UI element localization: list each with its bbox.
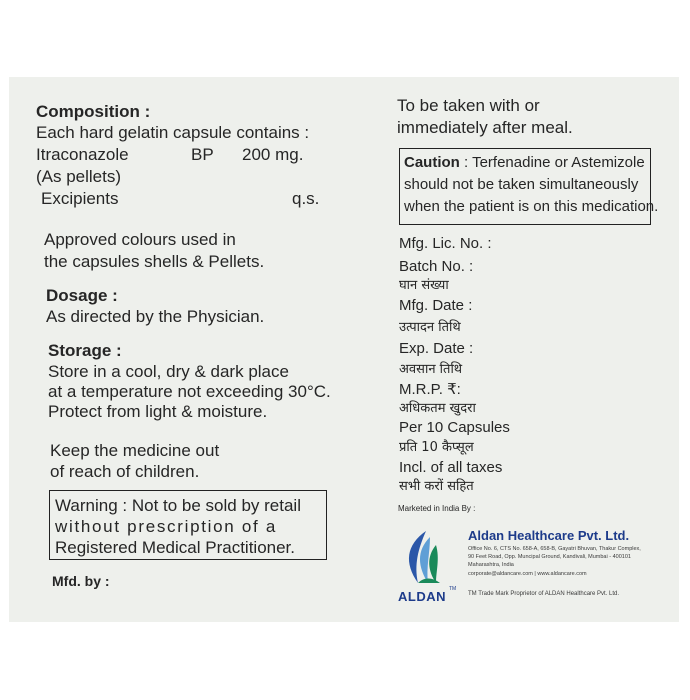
company-name: Aldan Healthcare Pvt. Ltd. (468, 528, 630, 543)
taken-with-meal-line-1: To be taken with or (397, 96, 540, 115)
warning-line-2: without prescription of a (55, 517, 278, 536)
dosage-heading: Dosage : (46, 286, 118, 305)
ingredient-strength: 200 mg. (242, 145, 304, 164)
carton-panel (9, 77, 679, 622)
aldan-logo-text: ALDAN (398, 589, 446, 604)
address-line-1: Office No. 6, CTS No. 658-A, 658-B, Gayatri Bhuvan, Thakur Complex, (468, 546, 641, 552)
contact-line: corporate@aldancare.com | www.aldancare.com (468, 571, 587, 577)
address-line-2: 90 Feet Road, Opp. Muncipal Ground, Kandivali, Mumbai - 400101 (468, 554, 631, 560)
caution-line-1 (404, 155, 645, 170)
ingredient-name: Itraconazole (36, 145, 129, 164)
storage-line-3: Protect from light & moisture. (48, 402, 268, 421)
aldan-leaf-logo-icon (396, 527, 452, 587)
caution-label: Caution (404, 154, 460, 171)
caution-text: : Terfenadine or Astemizole (464, 154, 645, 171)
mfg-date-hindi: उत्पादन तिथि (399, 320, 461, 335)
address-line-3: Maharashtra, India (468, 562, 514, 568)
ingredient-standard: BP (191, 145, 214, 164)
trademark-notice: TM Trade Mark Proprietor of ALDAN Healthcare Pvt. Ltd. (468, 591, 620, 597)
warning-line-1: Warning : Not to be sold by retail (55, 496, 301, 515)
inclusive-of-taxes-hindi: सभी करों सहित (399, 479, 474, 494)
marketed-by-label: Marketed in India By : (398, 504, 476, 513)
warning-line-3: Registered Medical Practitioner. (55, 538, 296, 557)
dosage-text: As directed by the Physician. (46, 307, 265, 326)
taken-with-meal-line-2: immediately after meal. (397, 118, 573, 137)
colours-line-1: Approved colours used in (44, 230, 236, 249)
expiry-date: Exp. Date : (399, 340, 474, 357)
expiry-date-hindi: अवसान तिथि (399, 362, 463, 377)
keep-away-line-2: of reach of children. (50, 462, 200, 481)
caution-line-2: should not be taken simultaneously (404, 176, 639, 193)
logo-trademark-sup: TM (449, 586, 457, 592)
mfg-date: Mfg. Date : (399, 297, 473, 314)
caution-line-3: when the patient is on this medication. (404, 198, 659, 215)
keep-away-line-1: Keep the medicine out (50, 441, 220, 460)
inclusive-of-taxes: Incl. of all taxes (399, 459, 503, 476)
storage-heading: Storage : (48, 341, 122, 360)
storage-line-2: at a temperature not exceeding 30°C. (48, 382, 331, 401)
storage-line-1: Store in a cool, dry & dark place (48, 362, 289, 381)
colours-line-2: the capsules shells & Pellets. (44, 252, 265, 271)
mrp-hindi: अधिकतम खुदरा (399, 401, 476, 416)
batch-number: Batch No. : (399, 258, 474, 275)
manufactured-by-label: Mfd. by : (52, 573, 110, 589)
capsule-contains-text: Each hard gelatin capsule contains : (36, 123, 310, 142)
mfg-licence-number: Mfg. Lic. No. : (399, 235, 492, 252)
warning-box (49, 490, 327, 560)
excipients-quantity: q.s. (292, 189, 320, 208)
per-capsules-hindi: प्रति 10 कैप्सूल (399, 440, 474, 455)
excipients-label: Excipients (41, 189, 119, 208)
composition-heading: Composition : (36, 102, 151, 121)
caution-box (399, 148, 659, 225)
ingredient-form: (As pellets) (36, 167, 122, 186)
mrp-label: M.R.P. ₹: (399, 381, 461, 398)
per-capsules: Per 10 Capsules (399, 419, 510, 436)
batch-number-hindi: घान संख्या (399, 278, 449, 293)
